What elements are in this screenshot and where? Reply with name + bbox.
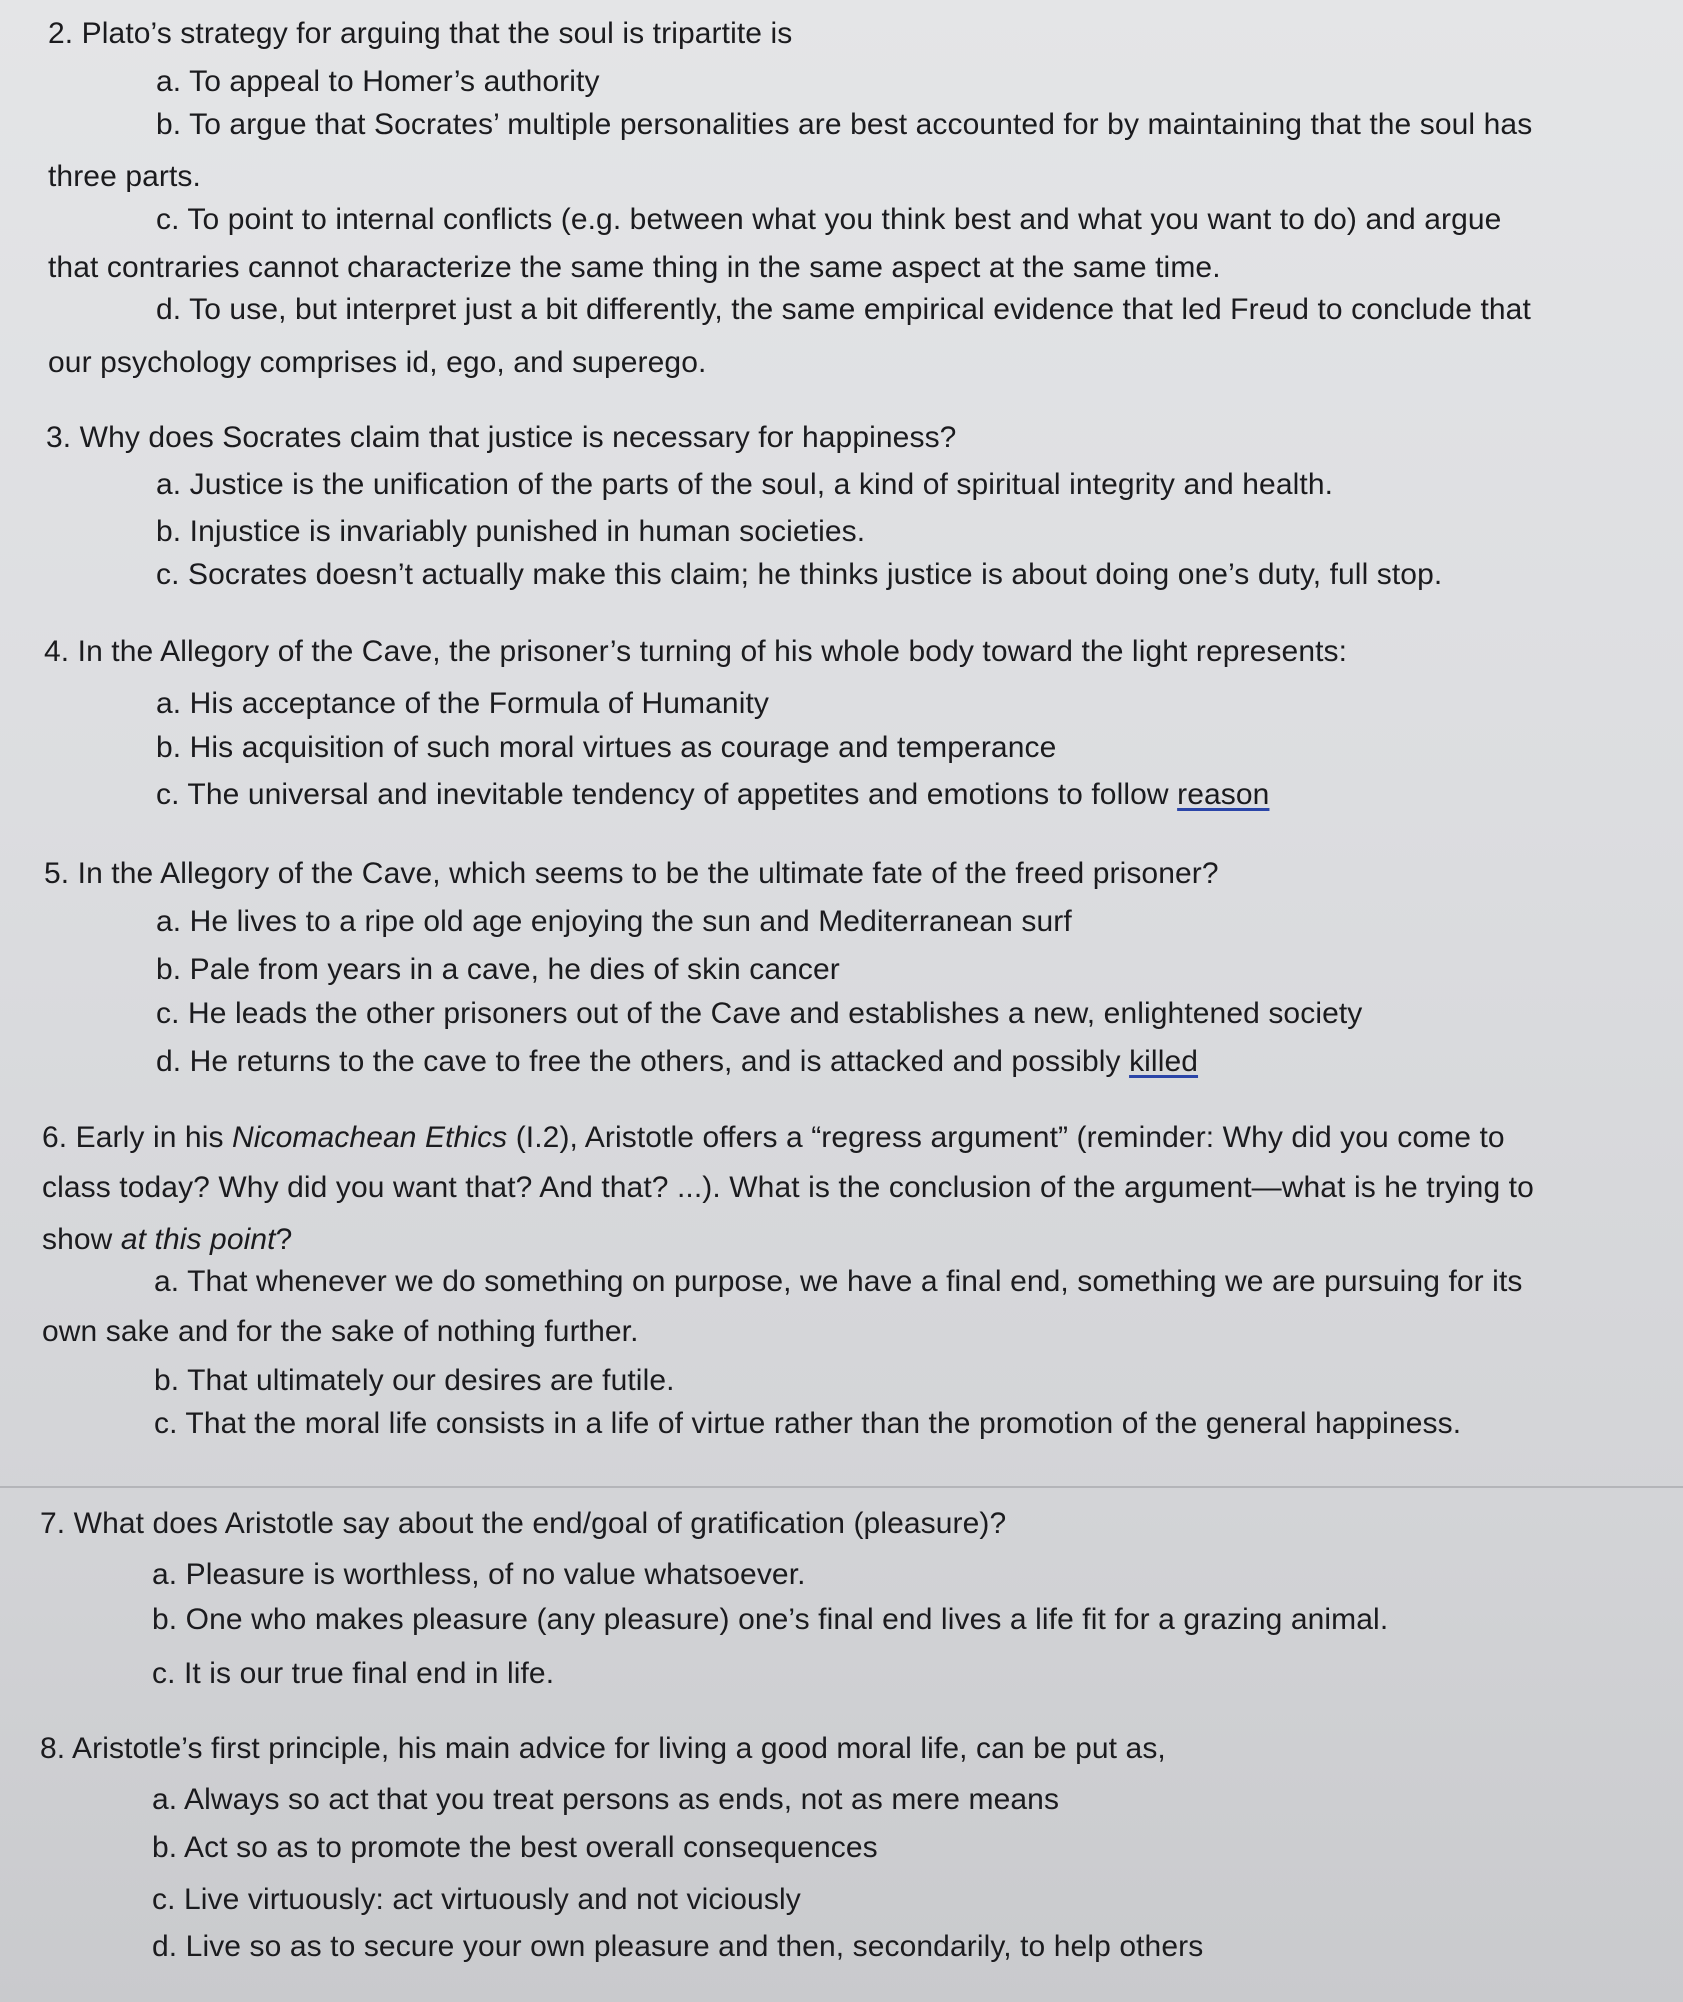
question-7-stem: 7. What does Aristotle say about the end/goal of gratification (pleasure)? — [40, 1507, 1007, 1540]
question-6-option-b: b. That ultimately our desires are futile. — [154, 1364, 675, 1397]
question-2-stem: 2. Plato’s strategy for arguing that the soul is tripartite is — [48, 17, 793, 50]
question-2-option-d: d. To use, but interpret just a bit differently, the same empirical evidence that led Freud to conclude that — [156, 293, 1531, 326]
spellcheck-word-reason[interactable]: reason — [1177, 778, 1270, 811]
question-4-option-c-text: c. The universal and inevitable tendency of appetites and emotions to follow — [156, 778, 1178, 811]
question-4-option-c — [156, 777, 1269, 813]
question-6-option-a-cont: own sake and for the sake of nothing further. — [42, 1315, 639, 1348]
question-3-option-c: c. Socrates doesn’t actually make this claim; he thinks justice is about doing one’s duty, full stop. — [156, 558, 1443, 591]
question-8-option-b: b. Act so as to promote the best overall consequences — [152, 1831, 878, 1864]
question-4-stem: 4. In the Allegory of the Cave, the prisoner’s turning of his whole body toward the light represents: — [44, 635, 1348, 668]
question-6-stem-line-3 — [42, 1222, 292, 1258]
question-2-option-c-cont: that contraries cannot characterize the same thing in the same aspect at the same time. — [48, 251, 1221, 284]
question-5-option-d — [156, 1044, 1198, 1080]
question-7-option-c: c. It is our true final end in life. — [152, 1657, 555, 1690]
q6-text-b: (I.2), Aristotle offers a “regress argument” (reminder: Why did you come to — [507, 1121, 1505, 1154]
question-7-option-b: b. One who makes pleasure (any pleasure) one’s final end lives a life fit for a grazing animal. — [152, 1603, 1389, 1636]
q6-text-c: show — [42, 1223, 121, 1256]
question-5-option-b: b. Pale from years in a cave, he dies of skin cancer — [156, 953, 840, 986]
question-2-option-b-cont: three parts. — [48, 160, 201, 193]
question-6-option-a: a. That whenever we do something on purpose, we have a final end, something we are pursuing for its — [154, 1265, 1523, 1298]
question-8-option-d: d. Live so as to secure your own pleasure and then, secondarily, to help others — [152, 1930, 1204, 1963]
question-3-option-a: a. Justice is the unification of the parts of the soul, a kind of spiritual integrity and health. — [156, 468, 1334, 501]
spellcheck-word-killed[interactable]: killed — [1129, 1045, 1199, 1078]
question-6-stem-line-2: class today? Why did you want that? And that? ...). What is the conclusion of the argument—what is he trying to — [42, 1171, 1534, 1204]
question-5-stem: 5. In the Allegory of the Cave, which seems to be the ultimate fate of the freed prisoner? — [44, 857, 1219, 890]
question-3-stem: 3. Why does Socrates claim that justice is necessary for happiness? — [46, 421, 957, 454]
q6-text-a: 6. Early in his — [42, 1121, 233, 1154]
question-3-option-b: b. Injustice is invariably punished in human societies. — [156, 515, 866, 548]
question-4-option-a: a. His acceptance of the Formula of Humanity — [156, 687, 770, 720]
question-4-option-b: b. His acquisition of such moral virtues as courage and temperance — [156, 731, 1057, 764]
book-title-nicomachean-ethics: Nicomachean Ethics — [232, 1121, 508, 1154]
question-7-option-a: a. Pleasure is worthless, of no value whatsoever. — [152, 1558, 806, 1591]
question-5-option-d-text: d. He returns to the cave to free the others, and is attacked and possibly — [156, 1045, 1130, 1078]
page-break-divider — [0, 1486, 1683, 1488]
question-8-option-a: a. Always so act that you treat persons as ends, not as mere means — [152, 1783, 1060, 1816]
question-8-option-c: c. Live virtuously: act virtuously and not viciously — [152, 1883, 801, 1916]
question-6-stem-line-1 — [42, 1120, 1505, 1156]
q6-emphasis-at-this-point: at this point — [120, 1223, 276, 1256]
question-2-option-a: a. To appeal to Homer’s authority — [156, 65, 600, 98]
question-5-option-c: c. He leads the other prisoners out of the Cave and establishes a new, enlightened society — [156, 997, 1363, 1030]
question-2-option-c: c. To point to internal conflicts (e.g. between what you think best and what you want to do) and argue — [156, 203, 1502, 236]
question-6-option-c: c. That the moral life consists in a life of virtue rather than the promotion of the general happiness. — [154, 1407, 1462, 1440]
question-2-option-b: b. To argue that Socrates’ multiple personalities are best accounted for by maintaining that the soul has — [156, 108, 1533, 141]
q6-text-d: ? — [275, 1223, 293, 1256]
question-5-option-a: a. He lives to a ripe old age enjoying the sun and Mediterranean surf — [156, 905, 1072, 938]
question-8-stem: 8. Aristotle’s first principle, his main advice for living a good moral life, can be put as, — [40, 1732, 1166, 1765]
question-2-option-d-cont: our psychology comprises id, ego, and superego. — [48, 346, 707, 379]
